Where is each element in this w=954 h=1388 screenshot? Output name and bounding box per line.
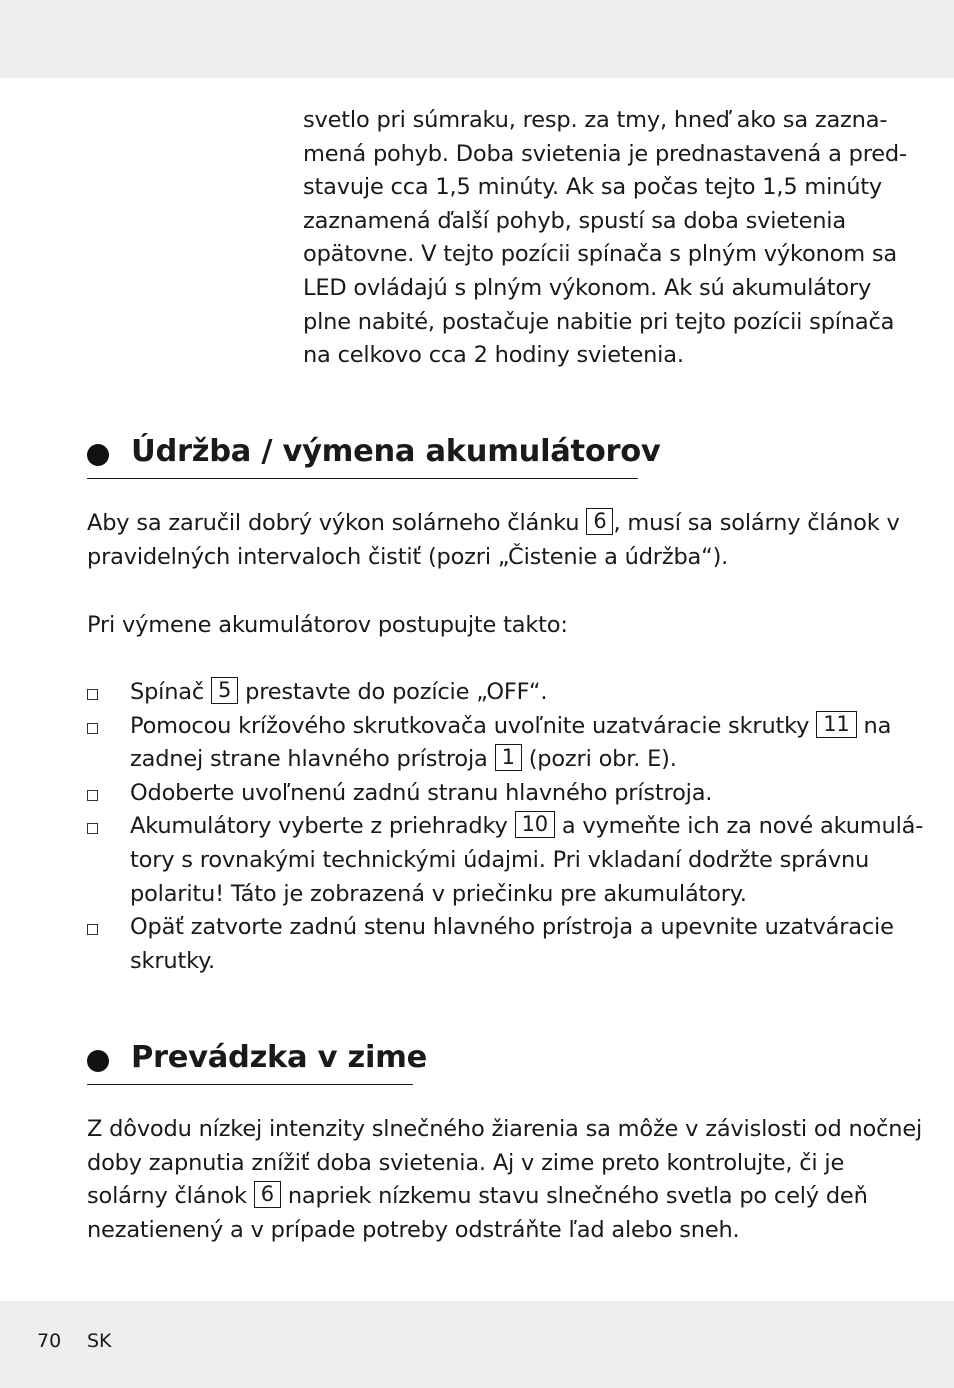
intro-paragraph [303,104,907,373]
text-line: Odoberte uvoľnenú zadnú stranu hlavného prístroja. [130,779,713,806]
text-fragment: na [863,712,892,739]
text-fragment: , musí sa solárny článok v [613,510,900,536]
text-line: stavuje cca 1,5 minúty. Ak sa počas tejto 1,5 minúty [303,174,883,201]
text-line: nezatienený a v prípade potreby odstráňte ľad alebo sneh. [87,1216,740,1243]
text-fragment: Pomocou krížového skrutkovača uvoľnite uzatváracie skrutky [130,712,810,739]
section-title: Údržba / výmena akumulátorov [131,434,661,469]
language-code: SK [87,1330,112,1352]
text-fragment: solárny článok [87,1183,247,1210]
text-fragment: napriek nízkemu stavu slnečného svetla po celý deň [287,1183,868,1210]
text-line [87,810,924,844]
section-heading-maintenance [87,432,661,479]
text-line: zaznamená ďalší pohyb, spustí sa doba svietenia [303,207,846,234]
text-line [87,710,892,744]
text-fragment: Spínač [130,679,205,705]
text-fragment: Aby sa zaručil dobrý výkon solárneho článku [87,510,580,536]
footer-band [0,1301,954,1388]
checkbox-square-icon [87,790,98,801]
list-item [87,710,892,777]
text-line: LED ovládajú s plným výkonom. Ak sú akumulátory [303,274,872,301]
bullet-dot-icon [87,444,109,466]
text-fragment: a vymeňte ich za nové akumulá- [561,813,924,840]
text-line [87,676,887,710]
list-item [87,911,894,978]
checkbox-square-icon [87,924,98,935]
text-line: pravidelných intervaloch čistiť (pozri „Čistenie a údržba“). [87,543,729,570]
checkbox-square-icon [87,723,98,734]
text-line [87,743,887,777]
text-fragment: Akumulátory vyberte z priehradky [130,813,508,840]
part-reference: 5 [211,677,238,704]
text-fragment: zadnej strane hlavného prístroja [130,746,488,773]
list-item [87,676,887,710]
text-line: doby zapnutia znížiť doba svietenia. Aj v zime preto kontrolujte, či je [87,1149,845,1176]
text-line: Opäť zatvorte zadnú stenu hlavného prístroja a upevnite uzatváracie [130,914,894,941]
section-title: Prevádzka v zime [131,1040,427,1075]
text-line: na celkovo cca 2 hodiny svietenia. [303,342,684,369]
text-line [87,507,900,541]
winter-paragraph [87,1113,923,1247]
text-line: skrutky. [130,947,215,974]
page-number: 70 [37,1330,62,1352]
text-line: Z dôvodu nízkej intenzity slnečného žiarenia sa môže v závislosti od nočnej [87,1116,923,1142]
text-fragment: (pozri obr. E). [528,746,677,773]
text-fragment: prestavte do pozície „OFF“. [245,679,548,705]
checkbox-square-icon [87,689,98,700]
text-line: tory s rovnakými technickými údajmi. Pri vkladaní dodržte správnu [130,846,870,873]
part-reference: 1 [495,744,522,771]
part-reference: 10 [515,811,555,838]
header-band [0,0,954,78]
text-line: mená pohyb. Doba svietenia je prednastavená a pred- [303,140,907,167]
replacement-intro [87,609,887,643]
section-heading-winter [87,1038,427,1085]
part-reference: 6 [254,1181,281,1208]
list-item [87,777,887,811]
part-reference: 11 [816,711,856,738]
list-item [87,810,924,911]
checkbox-square-icon [87,823,98,834]
text-line: polaritu! Táto je zobrazená v priečinku pre akumulátory. [130,880,747,907]
text-line: opätovne. V tejto pozícii spínača s plným výkonom sa [303,241,897,268]
text-line: svetlo pri súmraku, resp. za tmy, hneď ako sa zazna- [303,107,888,133]
text-line: plne nabité, postačuje nabitie pri tejto pozícii spínača [303,308,895,335]
replacement-steps-list [87,676,924,978]
bullet-dot-icon [87,1050,109,1072]
maintenance-paragraph [87,507,900,574]
part-reference: 6 [586,508,613,535]
text-line [87,1180,887,1214]
text-line: Pri výmene akumulátorov postupujte takto: [87,612,568,638]
